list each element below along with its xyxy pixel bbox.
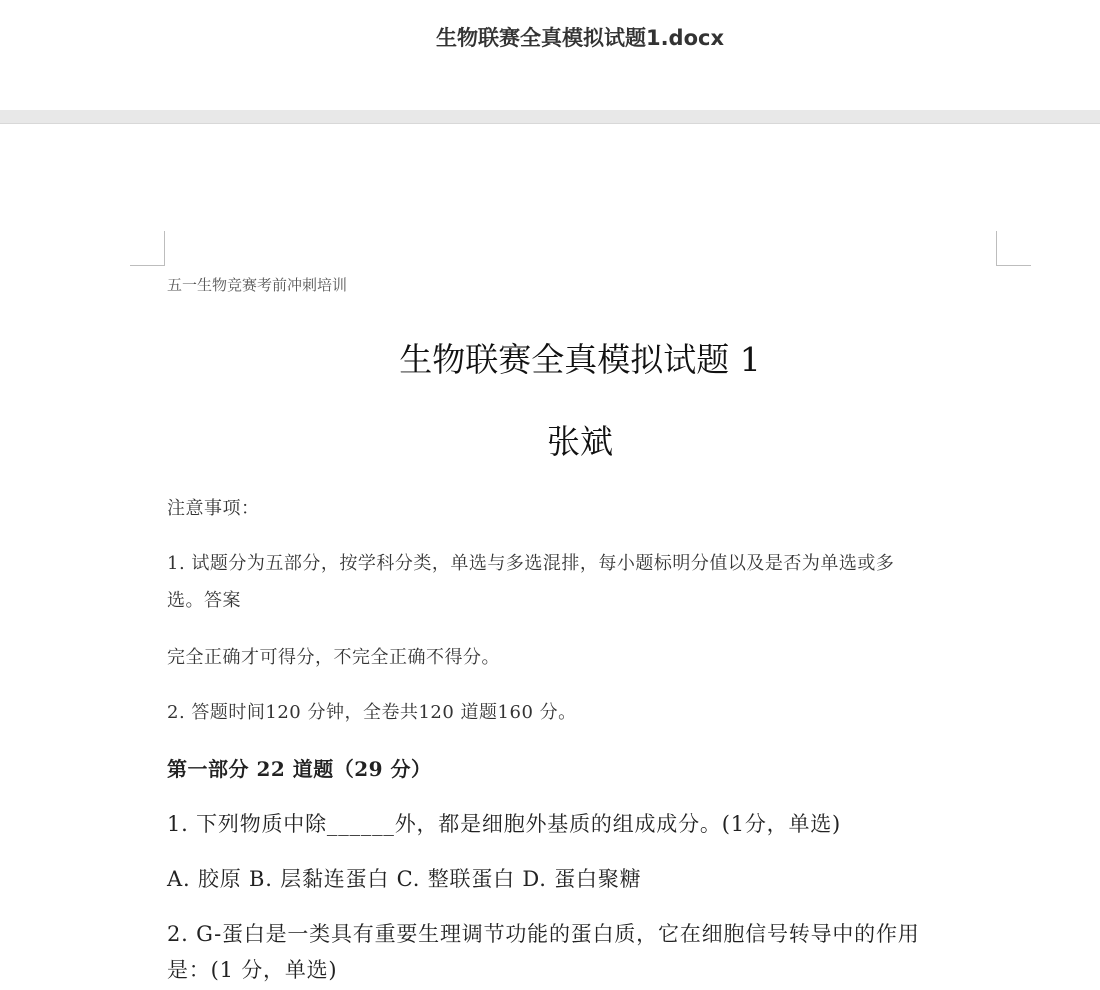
- notice-heading: 注意事项：: [167, 498, 260, 519]
- question-2-line-1: 2. G-蛋白是一类具有重要生理调节功能的蛋白质，它在细胞信号转导中的作用: [167, 922, 920, 946]
- question-2-line-2: 是：(1 分，单选): [167, 958, 338, 982]
- title-bar: [0, 0, 1100, 110]
- notice-2: 2. 答题时间120 分钟，全卷共120 道题160 分。: [167, 702, 577, 723]
- notice-1-line-1: 1. 试题分为五部分，按学科分类，单选与多选混排，每小题标明分值以及是否为单选或多: [167, 553, 895, 574]
- page-gap: [0, 110, 1100, 124]
- document-author: 张斌: [547, 422, 613, 461]
- document-page[interactable]: [0, 124, 1100, 990]
- part-1-heading: 第一部分 22 道题（29 分）: [167, 757, 432, 781]
- question-1: 1. 下列物质中除______外，都是细胞外基质的组成成分。(1分，单选): [167, 812, 842, 836]
- notice-1-line-2: 选。答案: [167, 590, 241, 611]
- question-1-options: A. 胶原 B. 层黏连蛋白 C. 整联蛋白 D. 蛋白聚糖: [167, 867, 642, 891]
- notice-1-line-3: 完全正确才可得分，不完全正确不得分。: [167, 647, 500, 668]
- page-header-text: 五一生物竞赛考前冲刺培训: [167, 276, 348, 294]
- document-filename: 生物联赛全真模拟试题1.docx: [435, 26, 725, 50]
- crop-mark-top-left: [130, 231, 165, 266]
- document-title: 生物联赛全真模拟试题 1: [399, 340, 761, 379]
- crop-mark-top-right: [996, 231, 1031, 266]
